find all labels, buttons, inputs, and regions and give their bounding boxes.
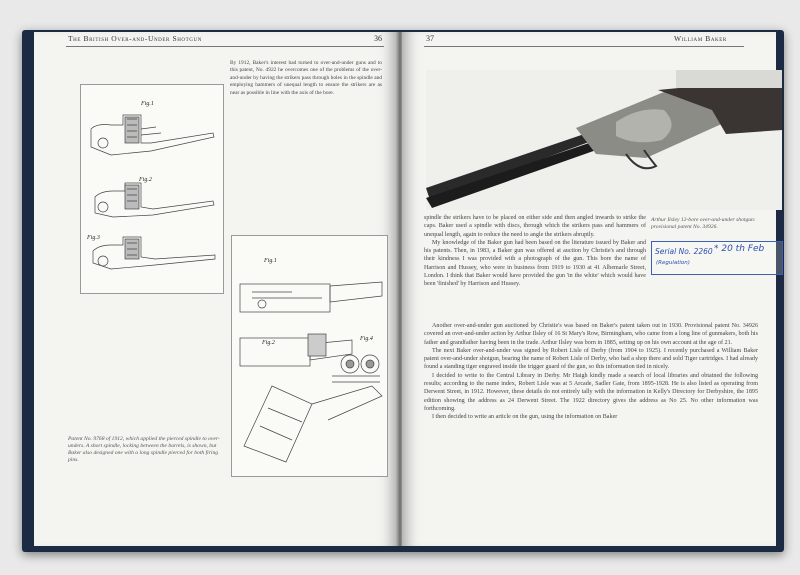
- fig-label: Fig.2: [139, 177, 152, 183]
- left-running-head: The British Over-and-Under Shotgun: [68, 34, 202, 43]
- handwritten-sub: (Regulation): [656, 260, 690, 266]
- left-intro-text: By 1912, Baker's interest had turned to over-and-under guns and to this patent, No. 4922 he overcomes one of the problems of the over-and-under by having the strikers pass through holes in the spindle and employing hammers of unequal length to ensure the strikers are as near as possible in line with the axis of the bore.: [230, 60, 382, 96]
- left-figure-caption: Patent No. 9768 of 1912, which applied the pierced spindle to over-unders. A short spindle, locking between the barrels, is shown, but Baker also designed one with a long spindle pierced for both firing pins.: [68, 436, 220, 463]
- handwritten-date: * 20 th Feb: [714, 244, 765, 254]
- left-header-rule: [66, 46, 384, 47]
- fig-label: Fig.3: [87, 235, 100, 241]
- patent-figure-upper: [80, 84, 224, 294]
- fig-label: Fig.4: [360, 336, 373, 342]
- spindle-drawing-icon: [81, 85, 223, 293]
- left-folio: 36: [374, 34, 382, 43]
- right-header-rule: [424, 46, 744, 47]
- paragraph: I then decided to write an article on the gun, using the information on Baker: [432, 414, 618, 421]
- action-drawing-icon: [232, 236, 387, 476]
- right-text-column-top: [424, 214, 646, 289]
- paragraph: My knowledge of the Baker gun had been based on the literature issued by Baker and his patents. Then, in 1983, a Baker gun was offered at auction by Christie's and through their kindness I was provided with a photograph of the gun. This bore the name of Harrison and Hussey, who were in business from 1919 to 1930 at 41 Albemarle Street, London. I think that Baker would have provided the gun 'in the white' which would have been 'finished' by Harrison and Hussey.: [424, 239, 646, 288]
- paragraph: spindle the strikers have to be placed on either side and then angled inwards to strike the caps. Baker used a spindle with discs, through which the strikers pass and hammers of unequal length, again to reduce the need to angle the strikers abruptly.: [424, 215, 646, 238]
- patent-figure-lower: [231, 235, 388, 477]
- fig-label: Fig.1: [141, 101, 154, 107]
- shotgun-photo: [426, 70, 782, 210]
- handwritten-serial: Serial No. 2260: [655, 247, 713, 256]
- paragraph: Another over-and-under gun auctioned by Christie's was based on Baker's patent taken out in 1930. Provisional patent No. 34926 covered an over-and-under action by Arthur Ilsley of 16 St Mary's Row, Birmingham, who came from a long line of gunmakers, both his father and grandfather having been in the trade. Arthur Ilsley was born in 1885, setting up on his own account at the age of 21.: [424, 323, 758, 346]
- right-folio: 37: [426, 34, 434, 43]
- right-running-head: William Baker: [674, 34, 727, 43]
- photo-caption: Arthur Ilsley 12-bore over-and-under shotgun: provisional patent No. 34926.: [651, 217, 756, 230]
- paragraph: The next Baker over-and-under was signed by Robert Lisle of Derby (from 1904 to 1925). I recently purchased a William Baker patent over-and-under shotgun, bearing the name of Robert Lisle of Derby, who had a shop there and sold Tiger cartridges. I had already found a standing tiger engraved inside the trigger guard of the gun, so this information tied in nicely.: [424, 347, 758, 371]
- fig-label: Fig.1: [264, 258, 277, 264]
- fig-label: Fig.2: [262, 340, 275, 346]
- paragraph: I decided to write to the Central Library in Derby. Mr Haigh kindly made a search of local libraries and obtained the following results; according to the name index, Robert Lisle was at 5 Arcade, Sadler Gate, from 1895-1928. He is also listed as operating from Derwent Street, in 1912. However, these details do not entirely tally with the information in Kelly's Directory for Derbyshire, the 1895 edition showing the address as 24 Derwent Street. The 1922 directory gives the address as No 25. No other information was forthcoming.: [424, 372, 758, 412]
- right-text-column: [424, 322, 758, 422]
